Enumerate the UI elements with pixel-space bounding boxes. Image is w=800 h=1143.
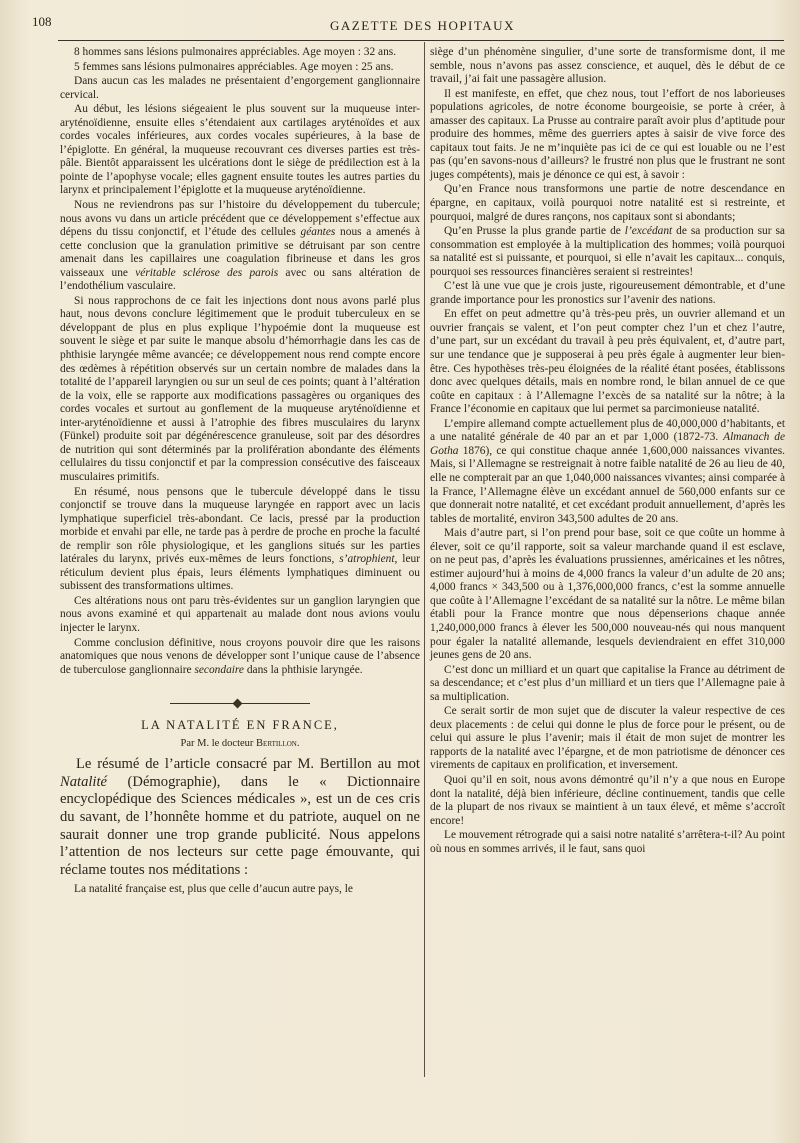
text-run: L’empire allemand compte actuellement plus de 40,000,000 d’habitants, et a une natalité générale de 40 par an et par 1,000 (1872-73. — [430, 417, 785, 444]
italic-run: Almanach de Gotha — [430, 431, 786, 457]
paragraph — [430, 225, 785, 279]
paragraph — [60, 756, 420, 879]
running-title: GAZETTE DES HOPITAUX — [330, 18, 515, 33]
lead-paragraph — [60, 756, 420, 879]
paragraph: Quoi qu’il en soit, nous avons démontré qu’il n’y a que nous en Europe dont la natalité, déjà bien inférieure, décline continuement, tandis que celle de la plupart de nos rivaux se maintient à un taux élevé, et même s’accroît encore! — [430, 773, 785, 827]
byline — [60, 737, 420, 751]
text-run: nous a amenés à cette conclusion que la granulation primitive se détruisant par son centre amenait dans les capillaires une coagulation fibrineuse et dans les gros vaisseaux une — [60, 226, 420, 279]
right-column — [430, 46, 785, 857]
section-ornament — [170, 699, 310, 709]
paragraph — [430, 418, 785, 526]
text-run: dans la phthisie laryngée. — [244, 663, 363, 676]
text-run: Qu’en Prusse la plus grande partie de — [444, 225, 625, 238]
text-run: 1876), ce qui constitue chaque année 1,600,000 naissances vivantes. Mais, si l’Allemagne se restreignait à notre faible natalité de 26 au lieu de 40, elle ne compterait par an que 1,040,000 naissances vivantes; ainsi comparée à la France, l’Allemagne élève un excédant annuel de 560,000 enfants sur ce que donnerait notre natalité, et cet excédant produit annuellement, d’après les tables de mortalité, environ 343,500 adultes de 20 ans. — [430, 444, 785, 525]
paragraph: C’est là une vue que je crois juste, rigoureusement démontrable, et d’une grande importance pour les pronostics sur l’avenir des nations. — [430, 280, 785, 306]
paragraph: Qu’en France nous transformons une partie de notre descendance en épargne, en capitaux, voilà pourquoi notre natalité est si restreinte, et pourquoi, malgré de dures rançons, nos capitaux sont si abondants; — [430, 183, 785, 223]
text-run: Comme conclusion définitive, nous croyons pouvoir dire que les raisons anatomiques que nous venons de développer sont l’unique cause de l’absence de tuberculose ganglionnaire — [60, 636, 420, 676]
paragraph: Dans aucun cas les malades ne présentaient d’engorgement ganglionnaire cervical. — [60, 75, 420, 101]
italic-run: l’excédant — [624, 225, 673, 238]
paragraph: Au début, les lésions siégeaient le plus souvent sur la muqueuse inter-aryténoïdienne, ensuite elles s’étendaient aux cartilages aryténoïdes et aux cordes vocales inférieures, aux cordes vocales supérieures, à la base de l’épiglotte. En général, la muqueuse recouvrant ces diverses parties est très-pâle. Bientôt apparaissent les ulcérations dont le siège de prédilection est à la pointe de l’apophyse vocale; elles gagnent ensuite toutes les autres parties du larynx et principalement l’épiglotte et la muqueuse aryténoïdienne. — [60, 103, 420, 197]
page-header — [60, 12, 785, 38]
paragraph: Le mouvement rétrograde qui a saisi notre natalité s’arrêtera-t-il? Au point où nous en sommes arrivés, il le faut, sans quoi — [430, 829, 785, 855]
paragraph — [60, 486, 420, 594]
text-run: En résumé, nous pensons que le tubercule développé dans le tissu conjonctif se trouve dans la muqueuse laryngée en rapport avec un lacis lymphatique superficiel très-abondant. Ce lacis, pressé par la production morbide et envahi par elle, ne tarde pas à perdre de proche en proche la faculté de remplir son rôle physiologique, et les ganglions situés sur les parties latérales du larynx, privés eux-mêmes de leurs fonctions, — [60, 485, 420, 566]
byline-author: Bertillon. — [256, 737, 300, 749]
text-run: avec ou sans altération de l’endothélium vasculaire. — [60, 266, 420, 293]
column-divider — [424, 42, 425, 1077]
paragraph: siège d’un phénomène singulier, d’une sorte de transformisme dont, il me semble, nous n’avons pas assez conscience, et auquel, dès le début de ce travail, j’ai fait une passagère allusion. — [430, 46, 785, 86]
paragraph: Ce serait sortir de mon sujet que de discuter la valeur respective de ces deux placements : de celui qui donne le plus de force pour le présent, ou de celui qui assure le plus l’avenir; mais il était de mon sujet de montrer les rapports de la natalité avec l’épargne, et de mon patriotisme de dénoncer ces virements de capitaux en prolification, et inversement. — [430, 705, 785, 772]
left-column — [60, 46, 420, 898]
text-run: de sa production sur sa consommation est employée à la multiplication des hommes; voilà pourquoi sa natalité est si puissante, et pourquoi, si elle n’avait les capitaux... conquis, pourquoi ses ressources financières seraient si restreintes! — [430, 225, 785, 278]
paragraph: Si nous rapprochons de ce fait les injections dont nous avons parlé plus haut, nous devons conclure légitimement que le produit tuberculeux en se développant de plus en plus explique l’hypoémie dont la muqueuse est souvent le siège et par suite le manque absolu d’hémorrhagie dans les cas de phthisie laryngée même avancée; ce développement nous rend compte encore des œdèmes à répétition observés sur un certain nombre de malades dans la totalité de l’appareil laryngien ou sur un seul de ces points; quant à l’altération de la voix, elle se rapporte aux modifications passagères ou organiques des cordes vocales et surtout au gonflement de la muqueuse aryténoïdienne et inter-aryténoïdienne et aussi à l’atrophie des fibres musculaires du larynx (Fünkel) produite soit par dégénérescence granuleuse, soit par des désordres de nutrition qui sont déterminés par la prolifération abondante des éléments cellulaires du tissu conjonctif et par la compression consécutive des faisceaux musculaires primitifs. — [60, 294, 420, 483]
paragraph: Ces altérations nous ont paru très-évidentes sur un ganglion laryngien que nous avons examiné et qui appartenait au malade dont nous avions voulu injecter le larynx. — [60, 594, 420, 634]
paragraph — [60, 637, 420, 678]
paragraph: Mais d’autre part, si l’on prend pour base, soit ce que coûte un homme à élever, soit ce qu’il rapporte, soit sa valeur marchande quand il est esclave, on ne peut pas, d’après les évaluations prussiennes, américaines et les nôtres, estimer aujourd’hui à moins de 4,000 francs la valeur d’un adulte de 20 ans; 4,000 francs × 343,500 ou à 1,376,000,000 francs, c’est la somme annuelle que coûte à l’Allemagne l’excédant de sa natalité sur la nôtre. Le même bilan établi pour la France montre que nous dépenserions chaque année 1,240,000,000 francs à élever les 500,000 nouveau-nés qui nous manquent pour égaler la natalité allemande, lesquels deviendraient en effet 310,000 jeunes gens de 20 ans. — [430, 527, 785, 662]
text-run: (Démographie), dans le « Dictionnaire encyclopédique des Sciences médicales », est un de ces cris du savant, de l’honnête homme et du patriote, auquel on ne saurait donner une trop grande publicité. Nous appelons l’attention de nos lecteurs sur cette page émouvante, qui réclame toutes nos méditations : — [60, 773, 420, 878]
page-number: 108 — [32, 14, 52, 29]
italic-run: géantes — [300, 226, 336, 239]
byline-prefix: Par M. le docteur — [180, 737, 257, 749]
italic-run: Natalité — [60, 773, 108, 790]
section-title: LA NATALITÉ EN FRANCE, — [141, 718, 339, 733]
paragraph: La natalité française est, plus que celle d’aucun autre pays, le — [74, 883, 353, 896]
italic-run: secondaire — [194, 663, 244, 676]
paragraph: Il est manifeste, en effet, que chez nous, tout l’effort de nos laborieuses populations agricoles, de notre économe bourgeoisie, se porte à créer, à amasser des capitaux. La Prusse au contraire paraît avoir plus d’aptitude pour produire des hommes, même des guerriers aptes à saisir de vive force des capitaux tout faits. Je ne m’inquiète pas ici de ce qui est louable ou ne l’est pas (qu’en savons-nous d’ailleurs? le frustré non plus que le frustrant ne sont juges compétents), mais je dénonce ce qui est, à savoir : — [430, 87, 785, 181]
paragraph: 8 hommes sans lésions pulmonaires appréciables. Age moyen : 32 ans. — [74, 46, 397, 58]
paragraph: En effet on peut admettre qu’à très-peu près, un ouvrier allemand et un ouvrier français se valent, et l’on peut compter chez l’un et chez l’autre, d’une part, sur un excédant du travail à peu près équivalent, et, d’autre part, sur une tendance que je supposerai à peu près égale à augmenter leur bien-être. Ces hypothèses très-peu éloignées de la réalité étant posées, établissons donc avec quelques détails, mais en nombre rond, le bilan annuel de ce que coûte en capitaux : à l’Allemagne l’excès de sa natalité sur la nôtre; à la France l’économie en capitaux que lui permet sa parcimonieuse natalité. — [430, 308, 785, 416]
italic-run: s’atrophient — [339, 553, 395, 566]
text-run: Le résumé de l’article consacré par M. Bertillon au mot — [76, 756, 420, 773]
italic-run: véritable sclérose des parois — [135, 266, 279, 279]
text-run: , leur réticulum devient plus épais, leurs éléments lymphatiques diminuent ou subissent des transformations ultimes. — [60, 553, 420, 593]
text-run: Nous ne reviendrons pas sur l’histoire du développement du tubercule; nous avons vu dans un article précédent que ce développement s’effectue aux dépens du tissu conjonctif, et l’étude des cellules — [60, 199, 420, 239]
header-rule — [58, 40, 784, 41]
paragraph — [60, 199, 420, 294]
ornament-diamond — [233, 699, 243, 709]
paragraph: 5 femmes sans lésions pulmonaires appréciables. Age moyen : 25 ans. — [74, 60, 394, 73]
paragraph: C’est donc un milliard et un quart que capitalise la France au détriment de sa descendance; et c’est plus d’un milliard et un tiers que l’Allemagne paie à sa multiplication. — [430, 663, 785, 703]
